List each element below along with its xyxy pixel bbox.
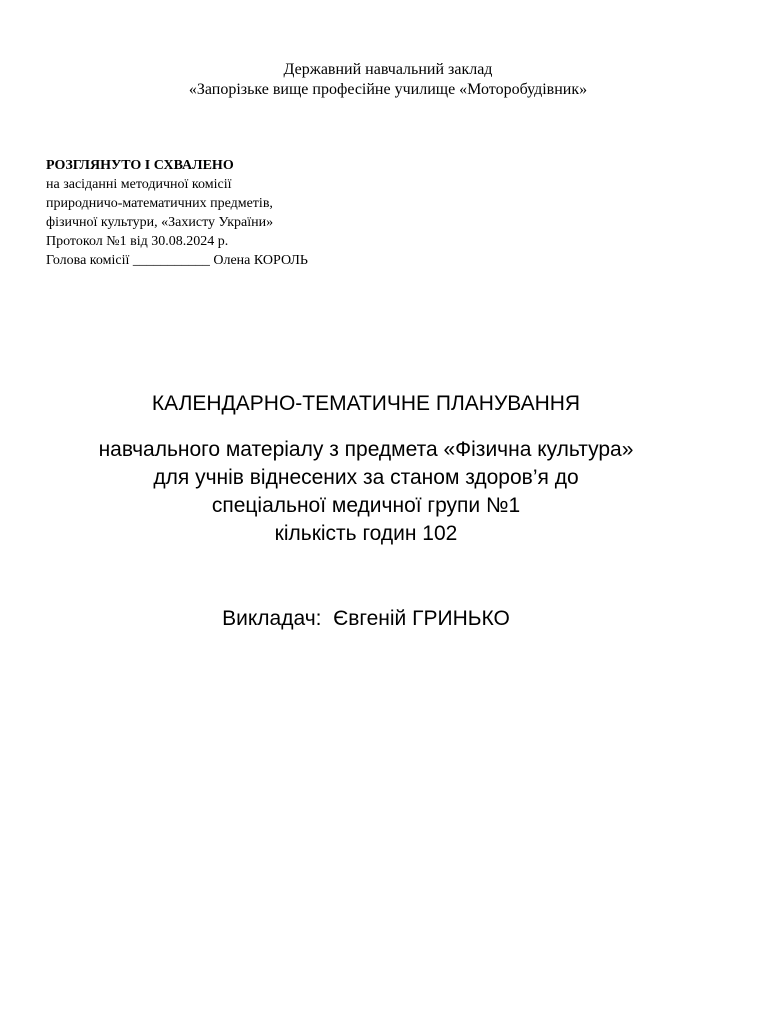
approval-line-physical-culture: фізичної культури, «Захисту України»	[46, 215, 274, 230]
subtitle-line-subject: навчального матеріалу з предмета «Фізична культура»	[98, 438, 634, 461]
approval-title: РОЗГЛЯНУТО І СХВАЛЕНО	[46, 158, 234, 173]
teacher-name: Викладач: Євгеній ГРИНЬКО	[222, 607, 510, 630]
document-subtitle	[0, 436, 732, 548]
subtitle-line-hours: кількість годин 102	[274, 522, 458, 545]
document-title: КАЛЕНДАРНО-ТЕМАТИЧНЕ ПЛАНУВАННЯ	[151, 392, 581, 415]
approval-line-commission: на засіданні методичної комісії	[46, 177, 232, 192]
institution-line-1: Державний навчальний заклад	[283, 61, 493, 78]
subtitle-line-students: для учнів віднесених за станом здоров’я до	[153, 466, 579, 489]
approval-line-commission-head: Голова комісії ___________ Олена КОРОЛЬ	[46, 253, 308, 268]
approval-line-subjects: природничо-математичних предметів,	[46, 196, 273, 211]
approval-line-protocol: Протокол №1 від 30.08.2024 р.	[46, 234, 229, 249]
institution-header	[0, 60, 768, 100]
institution-line-2: «Запорізьке вище професійне училище «Моторобудівник»	[188, 81, 588, 98]
approval-block	[46, 156, 308, 270]
subtitle-line-medical-group: спеціальної медичної групи №1	[211, 494, 521, 517]
